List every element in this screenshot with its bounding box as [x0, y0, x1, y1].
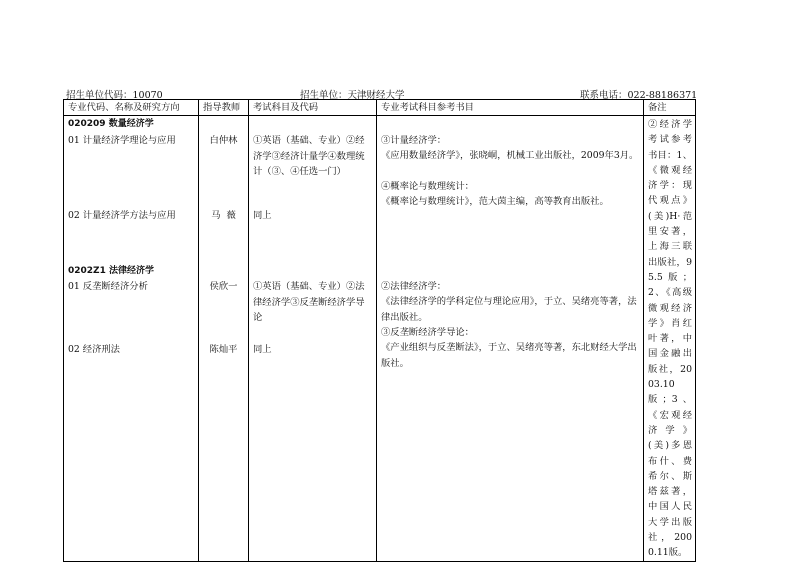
reference-book: 《应用数量经济学》，张晓峒，机械工业出版社，2009年3月。 — [381, 150, 639, 161]
advisor-name: 侯欣一 — [209, 281, 238, 292]
references-cell — [377, 116, 644, 562]
notes-cell: ②经济学考试参考书目：1、《微观经济学：现代观点》(美)H·范里安著，上海三联出版社，95.5版；2、《高级微观经济学》肖红叶著，中国金融出版社，2003.10版；3、《宏观经济学》(美)多恩布什、费希尔、斯塔兹著，中国人民大学出版社，2000.11版。 — [644, 116, 696, 562]
reference-subject: ④概率论与数理统计： — [381, 181, 474, 192]
exam-cell — [249, 116, 377, 562]
reference-book: 《概率论与数理统计》，范大茵主编，高等教育出版社。 — [381, 196, 609, 207]
direction-name: 02 经济刑法 — [68, 344, 120, 355]
reference-subject: ②法律经济学： — [381, 281, 447, 292]
exam-subjects: ①英语（基础、专业）②经济学③经济计量学④数理统计（③、④任选一门） — [253, 135, 365, 177]
col-header-notes: 备注 — [644, 100, 696, 116]
section-title: 020209 数量经济学 — [68, 119, 154, 129]
col-header-refs: 专业考试科目参考书目 — [377, 100, 644, 116]
exam-subjects: 同上 — [253, 344, 272, 355]
reference-book: 《产业组织与反垄断法》，于立、吴绪亮等著，东北财经大学出版社。 — [381, 342, 637, 369]
reference-book: 《法律经济学的学科定位与理论应用》，于立、吴绪亮等著，法律出版社。 — [381, 296, 637, 323]
reference-subject: ③反垄断经济学导论： — [381, 327, 474, 338]
advisor-name: 陈灿平 — [209, 344, 238, 355]
exam-subjects: 同上 — [253, 210, 272, 221]
col-header-advisor: 指导教师 — [199, 100, 249, 116]
table-row — [64, 116, 696, 562]
reference-subject: ③计量经济学： — [381, 135, 447, 146]
direction-name: 02 计量经济学方法与应用 — [68, 210, 176, 221]
recruiting-unit-name: 招生单位：天津财经大学 — [300, 90, 405, 101]
recruiting-unit-code: 招生单位代码：10070 — [66, 90, 163, 101]
advisor-name: 白仲林 — [209, 135, 238, 146]
direction-name: 01 反垄断经济分析 — [68, 281, 148, 292]
advisor-name: 马 薇 — [211, 210, 236, 221]
admissions-table — [63, 99, 696, 562]
col-header-exam: 考试科目及代码 — [249, 100, 377, 116]
col-header-major: 专业代码、名称及研究方向 — [64, 100, 199, 116]
table-header-row — [64, 100, 696, 116]
section-title: 0202Z1 法律经济学 — [68, 266, 154, 276]
exam-subjects: ①英语（基础、专业）②法律经济学③反垄断经济学导论 — [253, 281, 365, 323]
advisor-cell — [199, 116, 249, 562]
contact-phone: 联系电话：022-88186371 — [580, 90, 698, 101]
direction-name: 01 计量经济学理论与应用 — [68, 135, 176, 146]
major-cell — [64, 116, 199, 562]
